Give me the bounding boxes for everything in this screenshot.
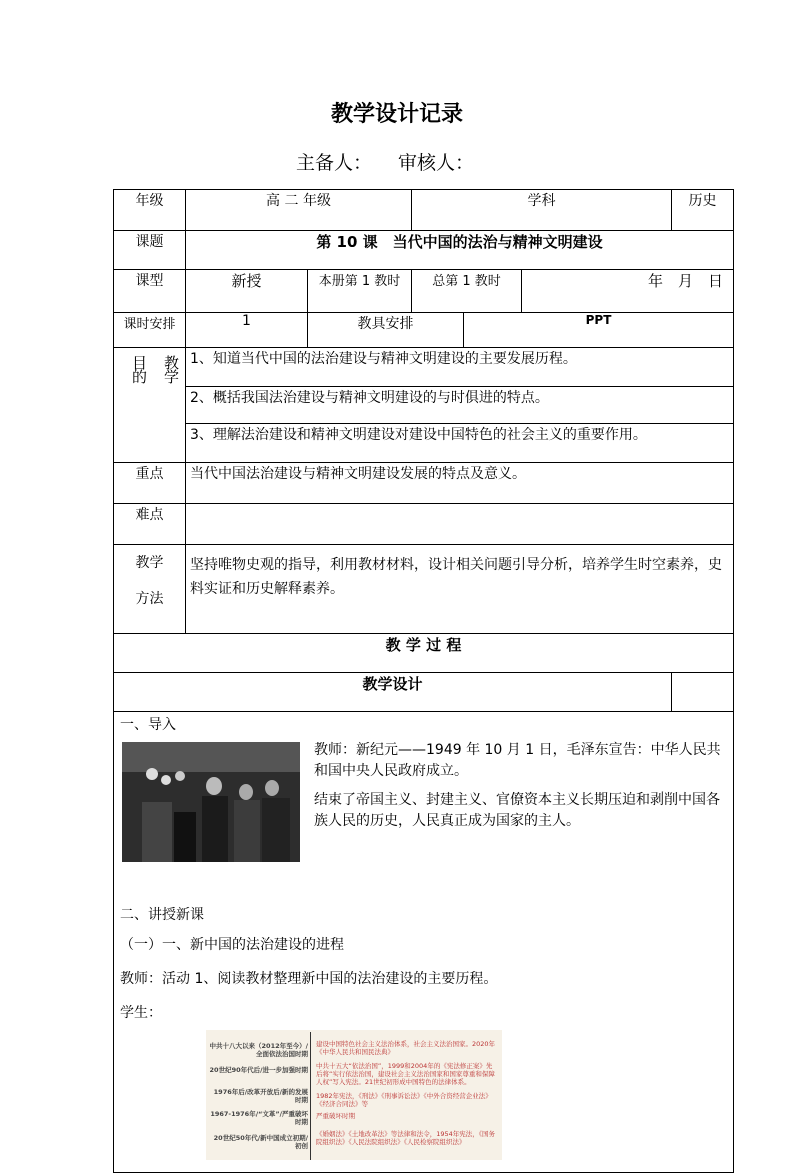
timeline-axis (310, 1032, 311, 1160)
founding-ceremony-image (122, 742, 300, 862)
intro-heading: 一、导入 (120, 717, 176, 733)
preparer-reviewer-line (296, 148, 500, 175)
activity-text: 教师：活动 1、阅读教材整理新中国的法治建设的主要历程。 (120, 971, 498, 987)
objectives-label-cell (114, 348, 186, 463)
founding-ceremony-photo (122, 742, 300, 862)
timeline-period-5: 20世纪50年代/新中国成立初期/初创 (213, 1134, 308, 1150)
subject-value: 历史 (672, 190, 734, 231)
timeline-event-5: 《婚姻法》《土地改革法》等法律和法令，1954年宪法，《国务院组织法》《人民法院组织法》《人民检察院组织法》 (316, 1130, 496, 1146)
objective-item-3: 3、理解法治建设和精神文明建设对建设中国特色的社会主义的重要作用。 (186, 424, 734, 463)
date-field: 年 月 日 (522, 270, 734, 313)
timeline-period-1: 中共十八大以来（2012年至今）/全面依法治国时期 (209, 1042, 308, 1058)
timeline-period-2: 20世纪90年代后/进一步加强时期 (209, 1066, 308, 1074)
design-title: 教学设计 (114, 673, 672, 712)
new-lesson-heading: 二、讲授新课 (120, 907, 204, 923)
objective-item-1: 1、知道当代中国的法治建设与精神文明建设的主要发展历程。 (186, 348, 734, 387)
timeline-event-3: 1982年宪法，《刑法》《刑事诉讼法》《中外合资经营企业法》《经济合同法》等 (316, 1092, 492, 1108)
legal-development-timeline (206, 1030, 502, 1160)
method-label-line2: 方法 (135, 591, 164, 607)
timeline-period-4: 1967-1976年/“文革”/严重破坏时期 (210, 1110, 308, 1126)
method-label (114, 545, 186, 634)
design-side-cell (672, 673, 734, 712)
timeline-event-2: 中共十五大“依法治国”，1999和2004年的《宪法修正案》先后将“实行依法治国，建设社会主义法治国家和国家尊重和保障人权”写入宪法。21世纪初形成中国特色的法律体系。 (316, 1062, 495, 1086)
student-label: 学生： (120, 1005, 162, 1021)
timeline-event-1: 建设中国特色社会主义法治体系，社会主义法治国家。2020年《中华人民共和国民法典》 (316, 1040, 496, 1056)
schedule-value: 1 (186, 313, 308, 348)
key-point-value: 当代中国法治建设与精神文明建设发展的特点及意义。 (186, 463, 734, 504)
timeline-event-4: 严重破坏时期 (316, 1112, 355, 1120)
teacher-text-1: 教师：新纪元——1949 年 10 月 1 日，毛泽东宣告：中华人民共和国中央人民政府成立。 (314, 742, 721, 779)
reviewer-label: 审核人： (398, 152, 475, 174)
topic-label: 课题 (114, 231, 186, 270)
subject-label: 学科 (412, 190, 672, 231)
timeline-period-3: 1976年后/改革开放后/新的发展时期 (213, 1088, 308, 1104)
objective-item-2: 2、概括我国法治建设与精神文明建设的与时俱进的特点。 (186, 387, 734, 424)
teacher-text-2: 结束了帝国主义、封建主义、官僚资本主义长期压迫和剥削中国各族人民的历史，人民真正成为国家的主人。 (314, 792, 720, 829)
objectives-label-col2: 教 学 (164, 354, 180, 386)
method-label-line1: 教学 (135, 555, 164, 571)
schedule-label: 课时安排 (114, 313, 186, 348)
difficulty-value (186, 504, 734, 545)
grade-value: 高 二 年级 (186, 190, 412, 231)
key-point-label: 重点 (114, 463, 186, 504)
type-label: 课型 (114, 270, 186, 313)
process-title: 教 学 过 程 (114, 634, 734, 673)
difficulty-label: 难点 (114, 504, 186, 545)
objectives-label-col1: 目 的 (132, 354, 148, 386)
method-value: 坚持唯物史观的指导，利用教材材料，设计相关问题引导分析，培养学生时空素养，史料实证和历史解释素养。 (186, 545, 734, 634)
section-one-heading: （一）一、新中国的法治建设的进程 (120, 937, 344, 953)
tools-label: 教具安排 (308, 313, 464, 348)
lesson-plan-table (113, 189, 734, 1173)
topic-value: 第 10 课 当代中国的法治与精神文明建设 (186, 231, 734, 270)
grade-label: 年级 (114, 190, 186, 231)
design-body (114, 712, 734, 1173)
total-hours: 总第 1 教时 (412, 270, 522, 313)
book-hours: 本册第 1 教时 (308, 270, 412, 313)
document-title: 教学设计记录 (330, 102, 463, 127)
tools-value: PPT (464, 313, 734, 348)
type-value: 新授 (186, 270, 308, 313)
preparer-label: 主备人： (296, 152, 373, 174)
